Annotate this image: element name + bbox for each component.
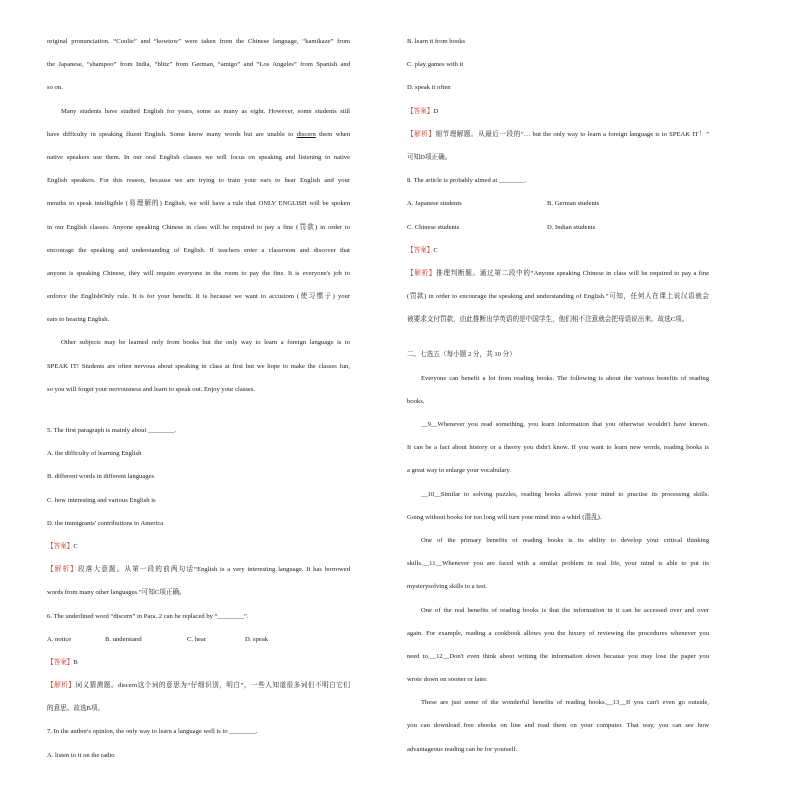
explanation-text: 推理判断题。通过第二段中的“Anyone speaking Chinese in class will be required to pay a fine [436, 269, 709, 277]
section-heading: 二、七选五（每小题 2 分，共 10 分） [407, 351, 516, 359]
question-5-stem: 5. The first paragraph is mainly about ________. [47, 427, 176, 434]
explanation-text: 段落大意题。从第一段的前两句话“English is a very interesting language. It has borrowed [77, 566, 350, 574]
text-line: a great way to enlarge your vocabulary. [407, 467, 511, 475]
question-8-stem: 8. The article is probably aimed at ________. [407, 177, 527, 185]
question-6-stem: 6. The underlined word “discern” in Para. 2 can be replaced by “________”. [47, 612, 249, 620]
text-line: the Japanese, “shampoo” from India, “blitz” from German, “amigo” and “Los Angeles” from Spanish and [47, 61, 350, 69]
question-6-answer [47, 657, 350, 680]
answer-value: B [73, 658, 78, 666]
right-column [407, 36, 709, 767]
question-6-option-a: A. notice [47, 635, 72, 643]
question-7-stem: 7. In the author's opinion, the only way to learn a language well is to ________. [47, 728, 258, 736]
question-5-option-a: A. the difficulty of learning English [47, 450, 142, 458]
text-line: again. For example, reading a cookbook allows you the luxury of reviewing the procedures whenever you [407, 629, 709, 637]
question-5-explanation [47, 564, 350, 587]
question-7-explanation [407, 129, 709, 152]
question-6-explanation [47, 680, 350, 703]
text-line: Going without books for too long will turn your mind into a whirl (混乱). [407, 513, 602, 521]
explanation-text: 细节理解题。从最后一段的“… but the only way to learn a foreign language is to SPEAK IT！” [435, 130, 709, 138]
text-line: you can download free ebooks on line and read them on your computer. That way, you can see how [407, 722, 709, 730]
question-7-option-c: C. play games with it [407, 61, 464, 69]
text-line: native speakers use them. In our oral English classes we will focus on speaking and listening to native [47, 153, 350, 161]
question-7-explanation-cont: 可知D项正确。 [407, 153, 452, 161]
question-8-answer [407, 245, 709, 268]
text-line: enforce the EnglishOnly rule. It is for your benefit. It is because we want to accustom (使习惯于) your [47, 293, 350, 301]
answer-label: 【答案】 [47, 542, 74, 550]
question-5-option-c: C. how interesting and various English is [47, 496, 156, 504]
question-6-explanation-cont: 的意思。故选B项。 [47, 705, 105, 713]
text-line: Everyone can benefit a lot from reading books. The following is about the various benefits of reading [421, 374, 709, 382]
text-line: Other subjects may be learned only from books but the only way to learn a foreign language is to [61, 339, 350, 347]
question-8-options-cd [407, 222, 709, 245]
question-6-option-d: D. speak [245, 635, 269, 643]
text-line: mouths to speak intelligible (易理解的) English, we will have a rule that ONLY ENGLISH will be spoken [47, 200, 350, 208]
underlined-word-discern: discern [296, 130, 316, 138]
question-5-option-b: B. different words in different languages [47, 473, 155, 481]
blank-13-line: These are just some of the wonderful benefits of reading books.__13__If you can't even go outside, [421, 699, 709, 707]
explanation-label: 【解析】 [407, 130, 436, 138]
text-line: anyone is speaking Chinese, they will require everyone in the room to pay the fine. It is everyone's job to [47, 269, 350, 277]
explanation-label: 【解析】 [407, 269, 437, 277]
question-5-option-d: D. the immigrants' contributions to America [47, 519, 164, 527]
blank-10-line: __10__Similar to solving puzzles, reading books allows your mind to practise its processing skills. [421, 490, 709, 498]
text-line: English speakers. For this reason, because we are trying to train your ears to hear English and your [47, 177, 350, 185]
question-5-explanation-cont: words from many other languages.”可知C项正确。 [47, 589, 186, 597]
question-8-options-ab [407, 198, 709, 221]
text-line: encourage the speaking and understanding of English. If teachers enter a classroom and discover that [47, 246, 350, 254]
answer-label: 【答案】 [407, 246, 434, 254]
text-line: It can be a fact about history or a theory you didn't know. If you want to learn new words, reading books is [407, 444, 709, 452]
text-fragment: them when [315, 130, 350, 138]
question-7-answer [407, 106, 709, 129]
question-6-options [47, 634, 350, 657]
text-line: so on. [47, 84, 63, 92]
question-8-option-c: C. Chinese students [407, 223, 460, 231]
question-7-option-b: B. learn it from books [407, 38, 466, 45]
text-line: so you will forget your nervousness and learn to speak out. Enjoy your classes. [47, 385, 256, 393]
text-line: books. [407, 397, 425, 405]
question-7-option-a: A. listen to it on the radio [47, 751, 115, 759]
left-column [47, 36, 350, 773]
answer-value: C [73, 542, 78, 550]
text-line: mysterysolving skills to a test. [407, 583, 488, 591]
answer-label: 【答案】 [407, 107, 434, 115]
question-8-explanation [407, 268, 709, 291]
explanation-text: 词义猜测题。discern这个词的意思为“仔细识别，明白”，一些人知道很多词但不明白它们 [75, 682, 350, 690]
text-line: One of the real benefits of reading books is that the information in it can be accessed over and over [421, 606, 709, 614]
answer-label: 【答案】 [47, 658, 74, 666]
question-8-explanation-cont: (罚款) in order to encourage the speaking and understanding of English.”可知，任何人在课上说汉语就会 [407, 293, 709, 301]
question-8-option-a: A. Japanese students [407, 200, 462, 208]
text-line: One of the primary benefits of reading books is its ability to develop your critical thinking [421, 536, 709, 544]
answer-value: D [433, 107, 439, 115]
blank-12-line: need to.__12__Don't even think about writing the information down because you may lose the paper you [407, 652, 709, 660]
text-line: wrote down on sooner or later. [407, 676, 488, 684]
text-line: Many students have studied English for years, some as many as eight. However, some students still [61, 107, 350, 115]
question-6-option-c: C. hear [187, 635, 207, 643]
question-8-option-b: B. German students [547, 200, 600, 208]
text-line: SPEAK IT! Students are often nervous about speaking in class at first but we hope to make the classes fun, [47, 362, 350, 370]
question-7-option-d: D. speak it often [407, 84, 451, 92]
text-line: in our English classes. Anyone speaking Chinese in class will be required to pay a fine (罚款) in order to [47, 223, 350, 231]
text-fragment: have difficulty in speaking fluent English. Some know many words but are unable to [47, 130, 297, 138]
text-line: advantageous reading can be for yourself. [407, 745, 518, 753]
blank-9-line: __9__Whenever you read something, you learn information that you otherwise wouldn't have known. [421, 421, 709, 428]
explanation-label: 【解析】 [47, 566, 78, 574]
answer-value: C [433, 246, 438, 254]
text-line: ears to hearing English. [47, 316, 110, 324]
blank-11-line: skills.__11__Whenever you are faced with a similar problem in real life, your mind is able to put its [407, 560, 709, 568]
question-8-option-d: D. Indian students [547, 223, 596, 231]
text-line: original pronunciation. “Coolie” and “kowtow” were taken from the Chinese language, “kamikaze” from [47, 38, 350, 45]
question-5-answer [47, 541, 350, 564]
text-line-with-underlined-word [47, 129, 350, 152]
question-6-option-b: B. understand [105, 635, 142, 643]
question-8-explanation-cont: 被要求支付罚款，由此推断出学英语的是中国学生，他们相不注意就会把母语说出来。故选C项。 [407, 316, 689, 324]
explanation-label: 【解析】 [47, 682, 76, 690]
